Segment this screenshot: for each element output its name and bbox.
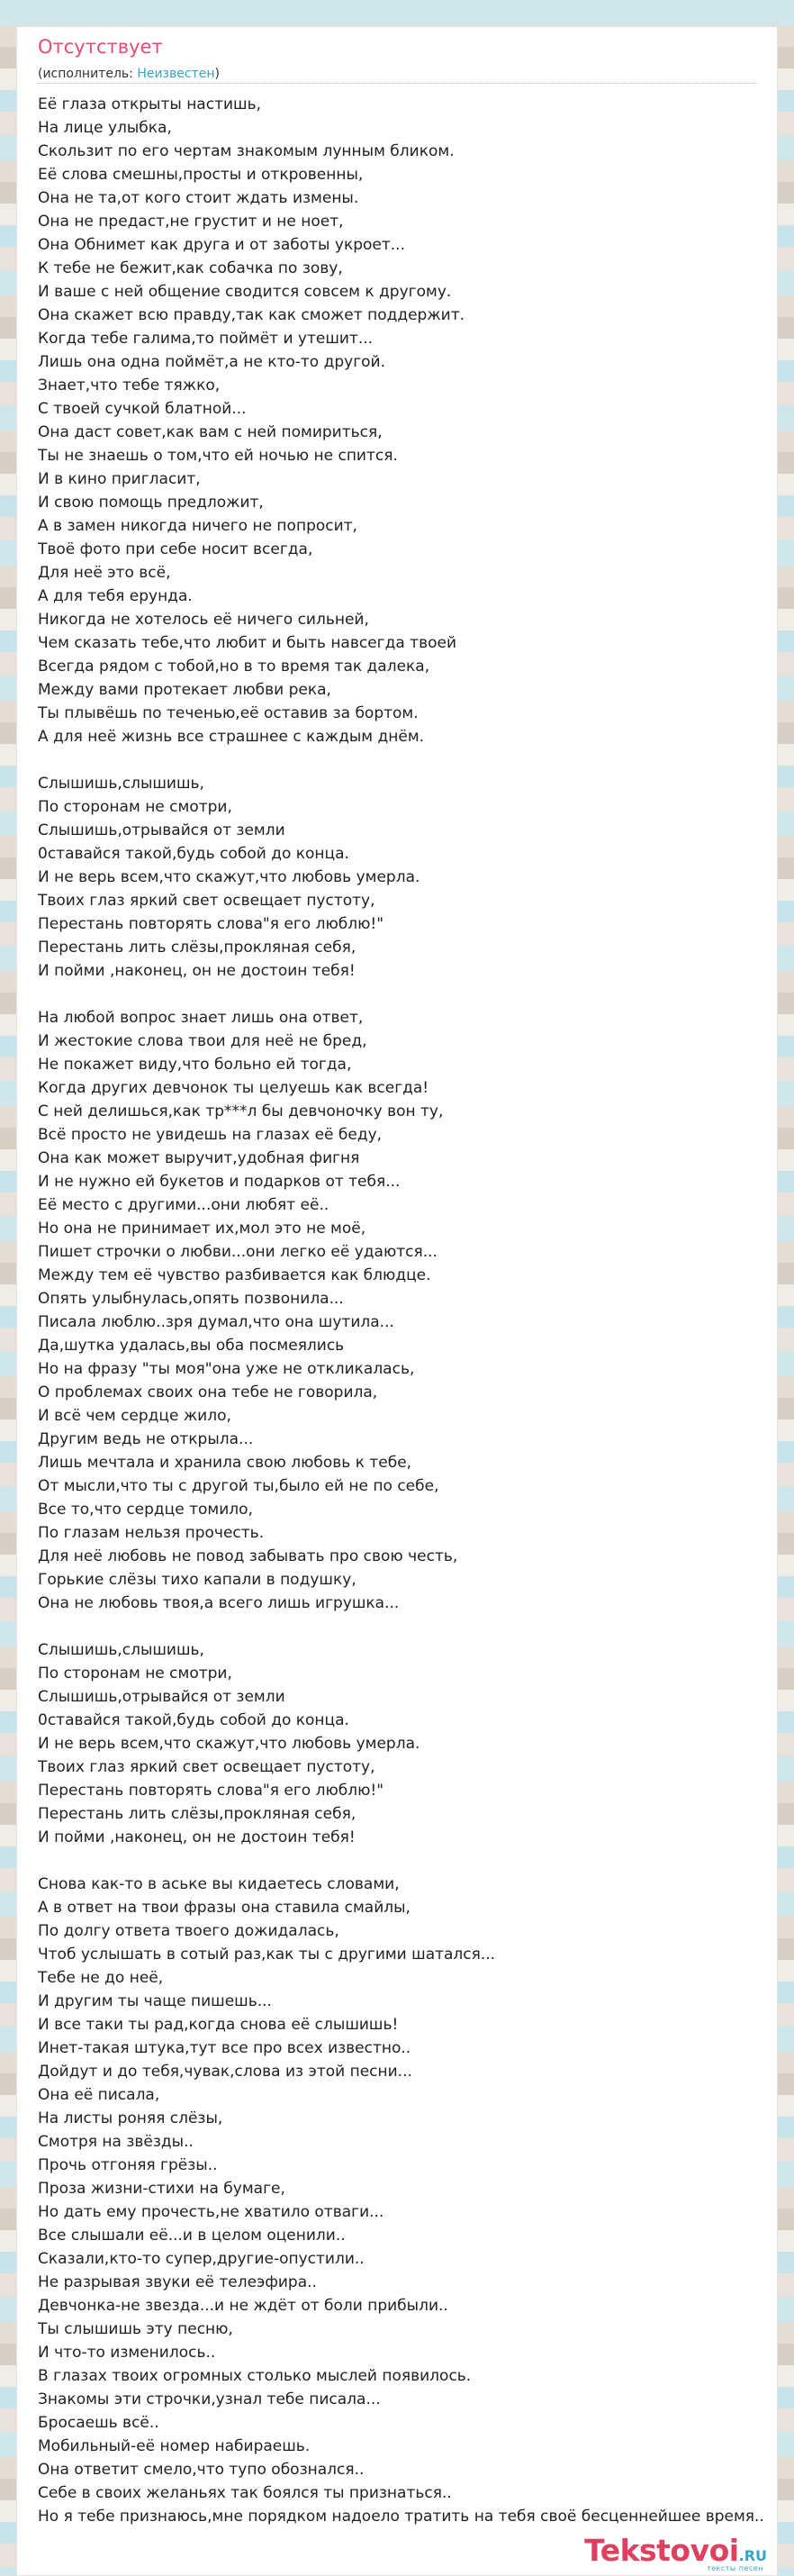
lyric-line: Снова как-то в аське вы кидаетесь словами, (38, 1875, 400, 1893)
lyric-line: Твоих глаз яркий свет освещает пустоту, (38, 1758, 375, 1776)
lyric-line: По долгу ответа твоего дожидалась, (38, 1922, 339, 1940)
lyric-line: Писала люблю..зря думал,что она шутила... (38, 1313, 394, 1331)
lyric-line: Она как может выручит,удобная фигня (38, 1149, 360, 1167)
lyric-line: И другим ты чаще пишешь... (38, 1992, 272, 2010)
lyric-line: Перестань повторять слова"я его люблю!" (38, 1782, 384, 1800)
blank-line (38, 748, 780, 772)
lyric-line: Всегда рядом с тобой,но в то время так далека, (38, 658, 430, 676)
lyric-line: Твоё фото при себе носит всегда, (38, 540, 313, 558)
lyric-line: Дойдут и до тебя,чувак,слова из этой песни... (38, 2063, 412, 2081)
lyric-line: С ней делишься,как тр***л бы девчоночку вон ту, (38, 1102, 444, 1120)
lyric-line: О проблемах своих она тебе не говорила, (38, 1383, 378, 1401)
lyric-line: Чтоб услышать в сотый раз,как ты с другими шатался... (38, 1946, 496, 1964)
lyric-line: Слышишь,слышишь, (38, 1641, 204, 1659)
lyric-line: Скользит по его чертам знакомым лунным бликом. (38, 142, 455, 160)
lyric-line: Слышишь,слышишь, (38, 775, 204, 793)
lyric-line: Инет-такая штука,тут все про всех известно.. (38, 2039, 411, 2057)
lyric-line: А в замен никогда ничего не попросит, (38, 517, 357, 535)
lyric-line: Опять улыбнулась,опять позвонила... (38, 1290, 344, 1308)
lyric-line: На листы роняя слёзы, (38, 2109, 223, 2127)
site-logo[interactable] (584, 2535, 767, 2572)
lyric-line: Слышишь,отрывайся от земли (38, 821, 285, 839)
lyric-line: Когда тебе галима,то поймёт и утешит... (38, 330, 374, 348)
lyric-line: Когда других девчонок ты целуешь как всегда! (38, 1079, 429, 1097)
lyric-line: С твоей сучкой блатной... (38, 400, 247, 418)
artist-prefix: (исполнитель: (38, 67, 138, 81)
lyric-line: И в кино пригласит, (38, 470, 201, 488)
lyric-line: И что-то изменилось.. (38, 2344, 216, 2362)
lyric-line: Прочь отгоняя грёзы.. (38, 2156, 218, 2174)
lyric-line: Другим ведь не открыла... (38, 1430, 254, 1448)
lyric-line: Лишь она одна поймёт,а не кто-то другой. (38, 353, 385, 371)
lyric-line: Все слышали её...и в целом оценили.. (38, 2227, 346, 2245)
lyric-line: Но она не принимает их,мол это не моё, (38, 1220, 366, 1238)
lyric-line: По глазам нельзя прочесть. (38, 1524, 265, 1542)
lyric-line: Но дать ему прочесть,не хватило отваги... (38, 2203, 384, 2221)
lyric-line: Она не предаст,не грустит и не ноет, (38, 213, 344, 231)
lyric-line: 0ставайся такой,будь собой до конца. (38, 845, 349, 863)
lyric-line: Сказали,кто-то супер,другие-опустили.. (38, 2250, 365, 2268)
lyrics-card (16, 26, 778, 2576)
lyric-line: Лишь мечтала и хранила свою любовь к тебе, (38, 1454, 412, 1472)
lyric-line: Для неё любовь не повод забывать про свою честь, (38, 1547, 458, 1565)
lyric-line: Тебе не до неё, (38, 1969, 164, 1987)
lyric-line: И не верь всем,что скажут,что любовь умерла. (38, 868, 420, 886)
logo-tagline: тексты песен (706, 2564, 763, 2572)
lyric-line: Знакомы эти строчки,узнал тебе писала... (38, 2390, 381, 2408)
lyric-line: Ты слышишь эту песню, (38, 2320, 233, 2338)
lyric-line: И ваше с ней общение сводится совсем к другому. (38, 283, 452, 301)
lyric-line: И пойми ,наконец, он не достоин тебя! (38, 1828, 356, 1846)
song-title: Отсутствует (38, 36, 163, 58)
logo-tld: .RU (738, 2547, 767, 2564)
lyric-line: На любой вопрос знает лишь она ответ, (38, 1009, 364, 1027)
lyric-line: Твоих глаз яркий свет освещает пустоту, (38, 892, 375, 910)
lyric-line: Она её писала, (38, 2086, 160, 2104)
lyric-line: Перестань лить слёзы,прокляная себя, (38, 939, 356, 957)
artist-link[interactable]: Неизвестен (137, 67, 215, 81)
lyric-line: Она не та,от кого стоит ждать измены. (38, 189, 359, 207)
lyric-line: Между тем её чувство разбивается как блюдце. (38, 1266, 431, 1284)
lyric-line: Для неё это всё, (38, 564, 171, 582)
lyric-line: Чем сказать тебе,что любит и быть навсегда твоей (38, 634, 457, 652)
lyric-line: Все то,что сердце томило, (38, 1501, 253, 1519)
lyric-line: И все таки ты рад,когда снова её слышишь! (38, 2016, 399, 2034)
lyric-line: Она ответит смело,что тупо обознался.. (38, 2461, 365, 2479)
lyric-line: На лице улыбка, (38, 119, 172, 137)
lyric-line: Она Обнимет как друга и от заботы укроет... (38, 236, 405, 254)
lyric-line: Себе в своих желаньях так боялся ты признаться.. (38, 2484, 452, 2502)
lyric-line: А для неё жизнь все страшнее с каждым днём. (38, 728, 425, 746)
lyric-line: Не покажет виду,что больно ей тогда, (38, 1056, 352, 1074)
artist-line (38, 67, 220, 81)
lyric-line: Смотря на звёзды.. (38, 2133, 194, 2151)
lyric-line: Ты не знаешь о том,что ей ночью не спится. (38, 447, 398, 465)
blank-line (38, 983, 780, 1006)
lyric-line: А в ответ на твои фразы она ставила смайлы, (38, 1899, 411, 1917)
lyric-line: Она не любовь твоя,а всего лишь игрушка... (38, 1594, 400, 1612)
lyric-line: Мобильный-её номер набираешь. (38, 2437, 311, 2455)
lyrics-text (38, 93, 780, 2528)
lyric-line: И жестокие слова твои для неё не бред, (38, 1032, 367, 1050)
lyric-line: Она скажет всю правду,так как сможет поддержит. (38, 306, 465, 324)
artist-suffix: ) (214, 67, 220, 81)
lyric-line: От мысли,что ты с другой ты,было ей не по себе, (38, 1477, 439, 1495)
lyric-line: Её место с другими...они любят её.. (38, 1196, 329, 1214)
lyric-line: Её глаза открыты настишь, (38, 95, 262, 113)
lyric-line: И не верь всем,что скажут,что любовь умерла. (38, 1735, 420, 1753)
lyric-line: Да,шутка удалась,вы оба посмеялись (38, 1337, 345, 1355)
lyric-line: 0ставайся такой,будь собой до конца. (38, 1711, 349, 1729)
lyric-line: По сторонам не смотри, (38, 798, 232, 816)
lyric-line: Не разрывая звуки её телеэфира.. (38, 2273, 317, 2291)
lyric-line: А для тебя ерунда. (38, 587, 193, 605)
lyric-line: Знает,что тебе тяжко, (38, 376, 221, 395)
lyric-line: Её слова смешны,просты и откровенны, (38, 166, 364, 184)
blank-line (38, 1849, 780, 1873)
lyric-line: В глазах твоих огромных столько мыслей появилось. (38, 2367, 472, 2385)
blank-line (38, 1615, 780, 1638)
lyric-line: К тебе не бежит,как собачка по зову, (38, 259, 343, 277)
lyric-line: И всё чем сердце жило, (38, 1407, 231, 1425)
lyric-line: Перестань лить слёзы,прокляная себя, (38, 1805, 356, 1823)
lyric-line: Но я тебе признаюсь,мне порядком надоело тратить на тебя своё бесценнейшее время.. (38, 2508, 764, 2526)
lyric-line: Всё просто не увидешь на глазах её беду, (38, 1126, 383, 1144)
lyric-line: Между вами протекает любви река, (38, 681, 331, 699)
lyric-line: Бросаешь всё.. (38, 2414, 159, 2432)
title-divider (38, 83, 758, 84)
lyric-line: Пишет строчки о любви...они легко её удаются... (38, 1243, 438, 1261)
logo-name: Tekstovoi (584, 2533, 739, 2568)
lyric-line: Девчонка-не звезда...и не ждёт от боли прибыли.. (38, 2297, 448, 2315)
lyric-line: Никогда не хотелось её ничего сильней, (38, 611, 369, 629)
lyric-line: По сторонам не смотри, (38, 1664, 232, 1683)
lyric-line: И не нужно ей букетов и подарков от тебя... (38, 1173, 401, 1191)
lyric-line: Она даст совет,как вам с ней помириться, (38, 423, 383, 441)
lyric-line: Перестань повторять слова"я его люблю!" (38, 915, 384, 933)
lyric-line: Ты плывёшь по теченью,её оставив за бортом. (38, 704, 419, 722)
lyric-line: И свою помощь предложит, (38, 494, 264, 512)
lyric-line: Слышишь,отрывайся от земли (38, 1688, 285, 1706)
lyric-line: Горькие слёзы тихо капали в подушку, (38, 1571, 356, 1589)
lyric-line: И пойми ,наконец, он не достоин тебя! (38, 962, 356, 980)
lyric-line: Проза жизни-стихи на бумаге, (38, 2180, 285, 2198)
lyric-line: Но на фразу "ты моя"она уже не откликалась, (38, 1360, 415, 1378)
